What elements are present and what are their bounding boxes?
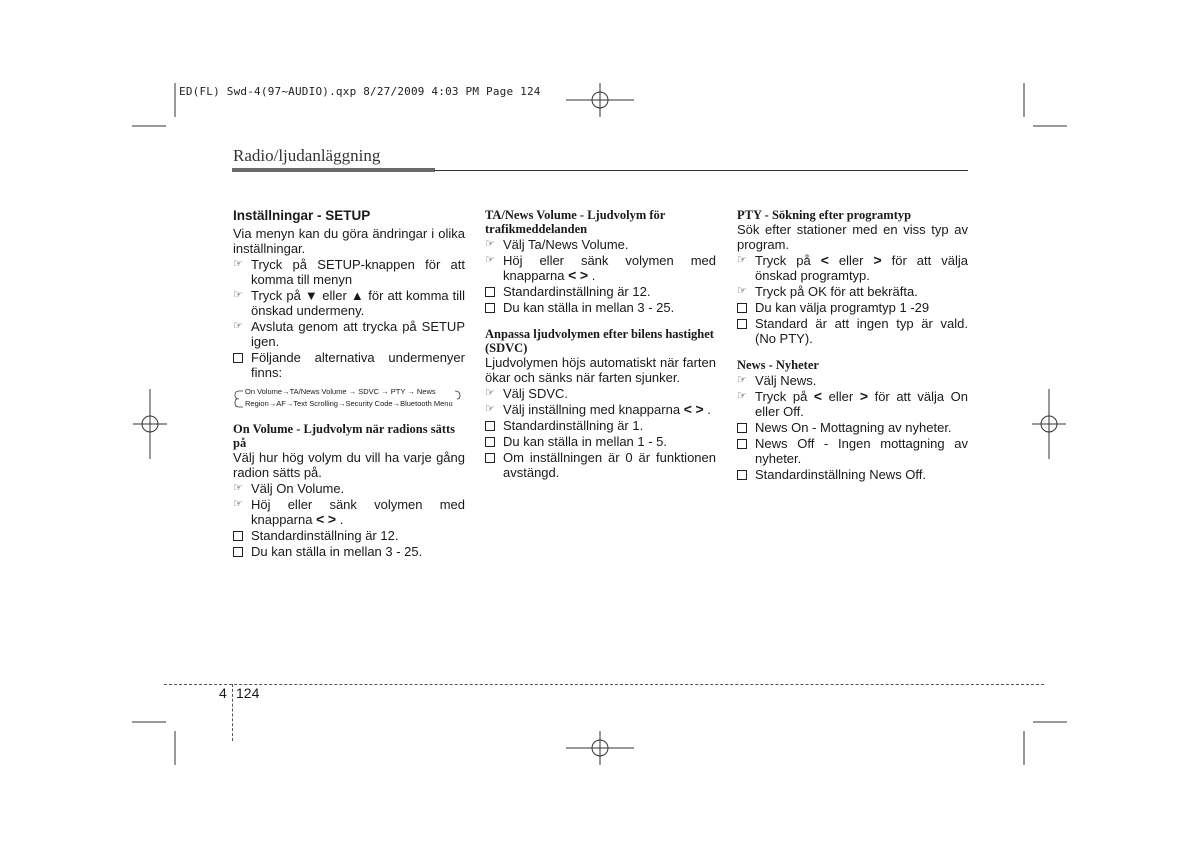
setup-heading: Inställningar - SETUP xyxy=(233,208,371,223)
section-header: Radio/ljudanläggning xyxy=(233,146,381,165)
header-rule-thick xyxy=(232,168,435,172)
list-item: ☞ Höj eller sänk volymen med knapparna < > . xyxy=(233,497,465,527)
chevron-right-icon: > xyxy=(873,252,882,268)
hand-pointer-icon: ☞ xyxy=(233,320,243,332)
footer-dashed-rule xyxy=(164,684,1044,685)
hand-pointer-icon: ☞ xyxy=(233,498,243,510)
hand-pointer-icon: ☞ xyxy=(233,258,243,270)
checkbox-icon xyxy=(737,303,747,313)
header-rule-thin xyxy=(435,170,968,171)
footer-dashed-divider xyxy=(232,684,233,741)
chevron-right-icon: > xyxy=(327,511,337,527)
flow-line-2: Region→AF→Text Scrolling→Security Code→Bluetooth Menu xyxy=(245,399,453,408)
ta-news-heading: TA/News Volume - Ljudvolym för trafikmeddelanden xyxy=(485,208,666,236)
list-item: ☞ Välj News. xyxy=(737,373,817,388)
list-item: ☞ Tryck på SETUP-knappen för att komma till menyn xyxy=(233,257,465,287)
checkbox-icon xyxy=(737,470,747,480)
on-volume-heading: On Volume - Ljudvolym när radions sätts på xyxy=(233,422,456,450)
column-1 xyxy=(233,208,465,560)
list-item: ☞ Välj inställning med knapparna < > . xyxy=(485,401,711,417)
checkbox-icon xyxy=(233,353,243,363)
hand-pointer-icon: ☞ xyxy=(737,390,747,402)
column-2 xyxy=(485,208,716,481)
column-3 xyxy=(737,208,968,483)
pty-intro: Sök efter stationer med en viss typ av program. xyxy=(737,222,968,252)
list-item: Du kan ställa in mellan 3 - 25. xyxy=(485,300,716,315)
hand-pointer-icon: ☞ xyxy=(737,254,747,266)
list-item: ☞ Avsluta genom att trycka på SETUP igen. xyxy=(233,319,465,349)
hand-pointer-icon: ☞ xyxy=(485,387,495,399)
hand-pointer-icon: ☞ xyxy=(485,403,495,415)
setup-intro: Via menyn kan du göra ändringar i olika inställningar. xyxy=(233,226,465,256)
triangle-down-icon: ▼ xyxy=(304,288,319,303)
list-item: ☞ Välj SDVC. xyxy=(485,386,569,401)
hand-pointer-icon: ☞ xyxy=(233,482,243,494)
list-item: Du kan ställa in mellan 3 - 25. xyxy=(233,544,465,559)
checkbox-icon xyxy=(485,287,495,297)
print-slug-line: ED(FL) Swd-4(97~AUDIO).qxp 8/27/2009 4:03 PM Page 124 xyxy=(179,85,541,98)
list-item: ☞ Höj eller sänk volymen med knapparna < > . xyxy=(485,253,716,283)
flow-line-1: On Volume→TA/News Volume → SDVC → PTY → News xyxy=(245,387,436,396)
page-number: 124 xyxy=(236,685,260,701)
list-item: Följande alternativa undermenyer finns: xyxy=(233,350,465,380)
chevron-right-icon: > xyxy=(859,388,869,404)
chevron-right-icon: > xyxy=(695,401,704,417)
sdvc-heading: Anpassa ljudvolymen efter bilens hastighet (SDVC) xyxy=(485,327,714,355)
list-item: Standardinställning News Off. xyxy=(737,467,968,482)
list-item: Om inställningen är 0 är funktionen avstängd. xyxy=(485,450,716,480)
list-item: ☞ Välj Ta/News Volume. xyxy=(485,237,629,252)
checkbox-icon xyxy=(485,303,495,313)
news-heading: News - Nyheter xyxy=(737,358,819,372)
checkbox-icon xyxy=(737,319,747,329)
list-item: ☞ Tryck på < eller > för att välja önskad programtyp. xyxy=(737,252,968,283)
chevron-left-icon: < xyxy=(568,267,577,283)
checkbox-icon xyxy=(737,423,747,433)
chevron-left-icon: < xyxy=(820,252,829,268)
checkbox-icon xyxy=(485,453,495,463)
hand-pointer-icon: ☞ xyxy=(737,285,747,297)
checkbox-icon xyxy=(737,439,747,449)
checkbox-icon xyxy=(233,547,243,557)
hand-pointer-icon: ☞ xyxy=(233,289,243,301)
list-item: ☞ Tryck på < eller > för att välja On eller Off. xyxy=(737,388,968,419)
list-item: Du kan välja programtyp 1 -29 xyxy=(737,300,968,315)
triangle-up-icon: ▲ xyxy=(350,288,365,303)
list-item: Standardinställning är 12. xyxy=(233,528,465,543)
hand-pointer-icon: ☞ xyxy=(485,254,495,266)
checkbox-icon xyxy=(485,421,495,431)
list-item: Du kan ställa in mellan 1 - 5. xyxy=(485,434,716,449)
checkbox-icon xyxy=(485,437,495,447)
list-item: ☞ Välj On Volume. xyxy=(233,481,345,496)
list-item: Standardinställning är 1. xyxy=(485,418,716,433)
chevron-left-icon: < xyxy=(683,401,692,417)
checkbox-icon xyxy=(233,531,243,541)
list-item: Standard är att ingen typ är vald. (No PTY). xyxy=(737,316,968,346)
pty-heading: PTY - Sökning efter programtyp xyxy=(737,208,912,222)
hand-pointer-icon: ☞ xyxy=(485,238,495,250)
list-item: Standardinställning är 12. xyxy=(485,284,716,299)
list-item: ☞ Tryck på ▼ eller ▲ för att komma till önskad undermeny. xyxy=(233,288,465,318)
chevron-right-icon: > xyxy=(579,267,589,283)
menu-flow-diagram xyxy=(233,386,465,412)
sdvc-intro: Ljudvolymen höjs automatiskt när farten ökar och sänks när farten sjunker. xyxy=(485,355,716,385)
list-item: ☞ Tryck på OK för att bekräfta. xyxy=(737,284,918,299)
list-item: News Off - Ingen mottagning av nyheter. xyxy=(737,436,968,466)
hand-pointer-icon: ☞ xyxy=(737,374,747,386)
chevron-left-icon: < xyxy=(316,511,325,527)
list-item: News On - Mottagning av nyheter. xyxy=(737,420,968,435)
on-volume-intro: Välj hur hög volym du vill ha varje gång radion sätts på. xyxy=(233,450,465,480)
chapter-number: 4 xyxy=(219,685,227,701)
chevron-left-icon: < xyxy=(813,388,823,404)
